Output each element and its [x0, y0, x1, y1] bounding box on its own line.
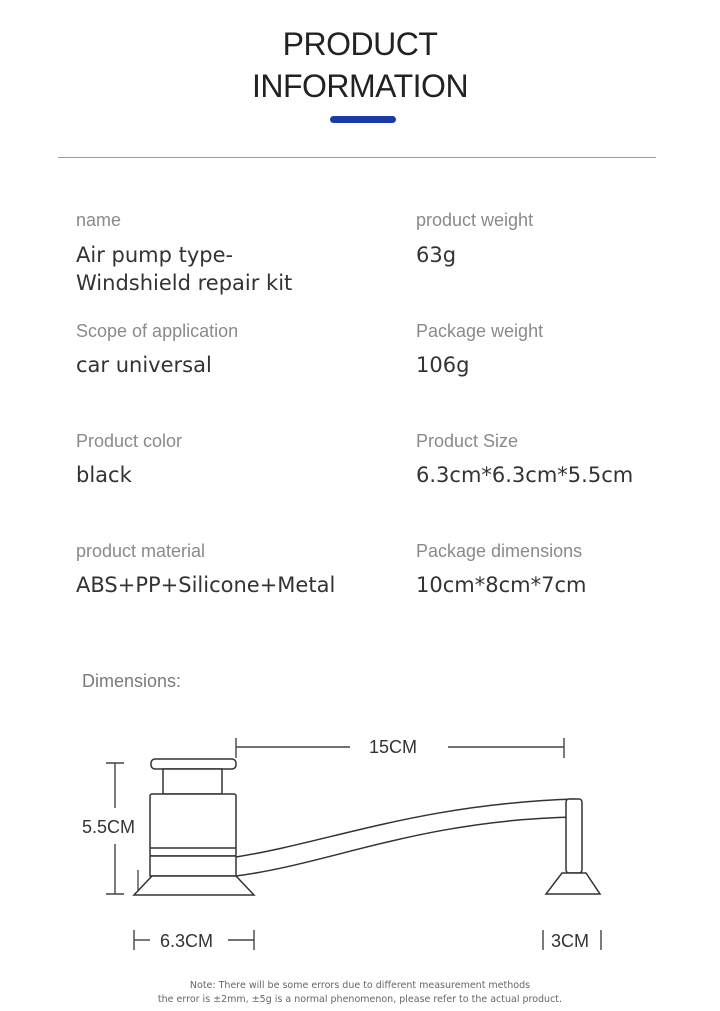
spec-label-product-weight: product weight	[416, 210, 534, 230]
spec-label-material: product material	[76, 541, 206, 561]
spec-value-package-dimensions: 10cm*8cm*7cm	[416, 573, 587, 597]
hose	[236, 799, 575, 876]
pump-body	[134, 759, 254, 895]
spec-value-material: ABS+PP+Silicone+Metal	[76, 573, 336, 597]
spec-value-product-size: 6.3cm*6.3cm*5.5cm	[416, 463, 634, 487]
spec-value-package-weight: 106g	[416, 353, 470, 377]
page-title-line1: PRODUCT	[282, 26, 438, 62]
dimensions-heading: Dimensions:	[82, 671, 182, 691]
dimension-height-label: 5.5CM	[82, 817, 136, 837]
spec-label-scope: Scope of application	[76, 321, 239, 341]
injector-tip	[546, 799, 600, 894]
spec-value-product-weight: 63g	[416, 243, 457, 267]
product-dimension-drawing	[0, 720, 720, 960]
note-line2: the error is ±2mm, ±5g is a normal phenomenon, please refer to the actual product.	[157, 994, 563, 1005]
spec-value-name-line1: Air pump type-	[76, 243, 234, 267]
spec-label-color: Product color	[76, 431, 183, 451]
dimension-base-width-label: 6.3CM	[160, 931, 214, 951]
spec-value-color: black	[76, 463, 132, 487]
spec-value-scope: car universal	[76, 353, 212, 377]
note-line1: Note: There will be some errors due to different measurement methods	[189, 980, 531, 991]
header-divider	[58, 157, 656, 158]
spec-label-product-size: Product Size	[416, 431, 519, 451]
spec-label-package-weight: Package weight	[416, 321, 544, 341]
spec-label-package-dimensions: Package dimensions	[416, 541, 583, 561]
spec-value-name-line2: Windshield repair kit	[76, 271, 293, 295]
spec-label-name: name	[76, 210, 122, 230]
dimension-tip-width-label: 3CM	[551, 931, 590, 951]
title-accent-bar	[330, 116, 396, 123]
dimension-length-label: 15CM	[369, 737, 418, 757]
page-title-line2: INFORMATION	[251, 68, 469, 104]
